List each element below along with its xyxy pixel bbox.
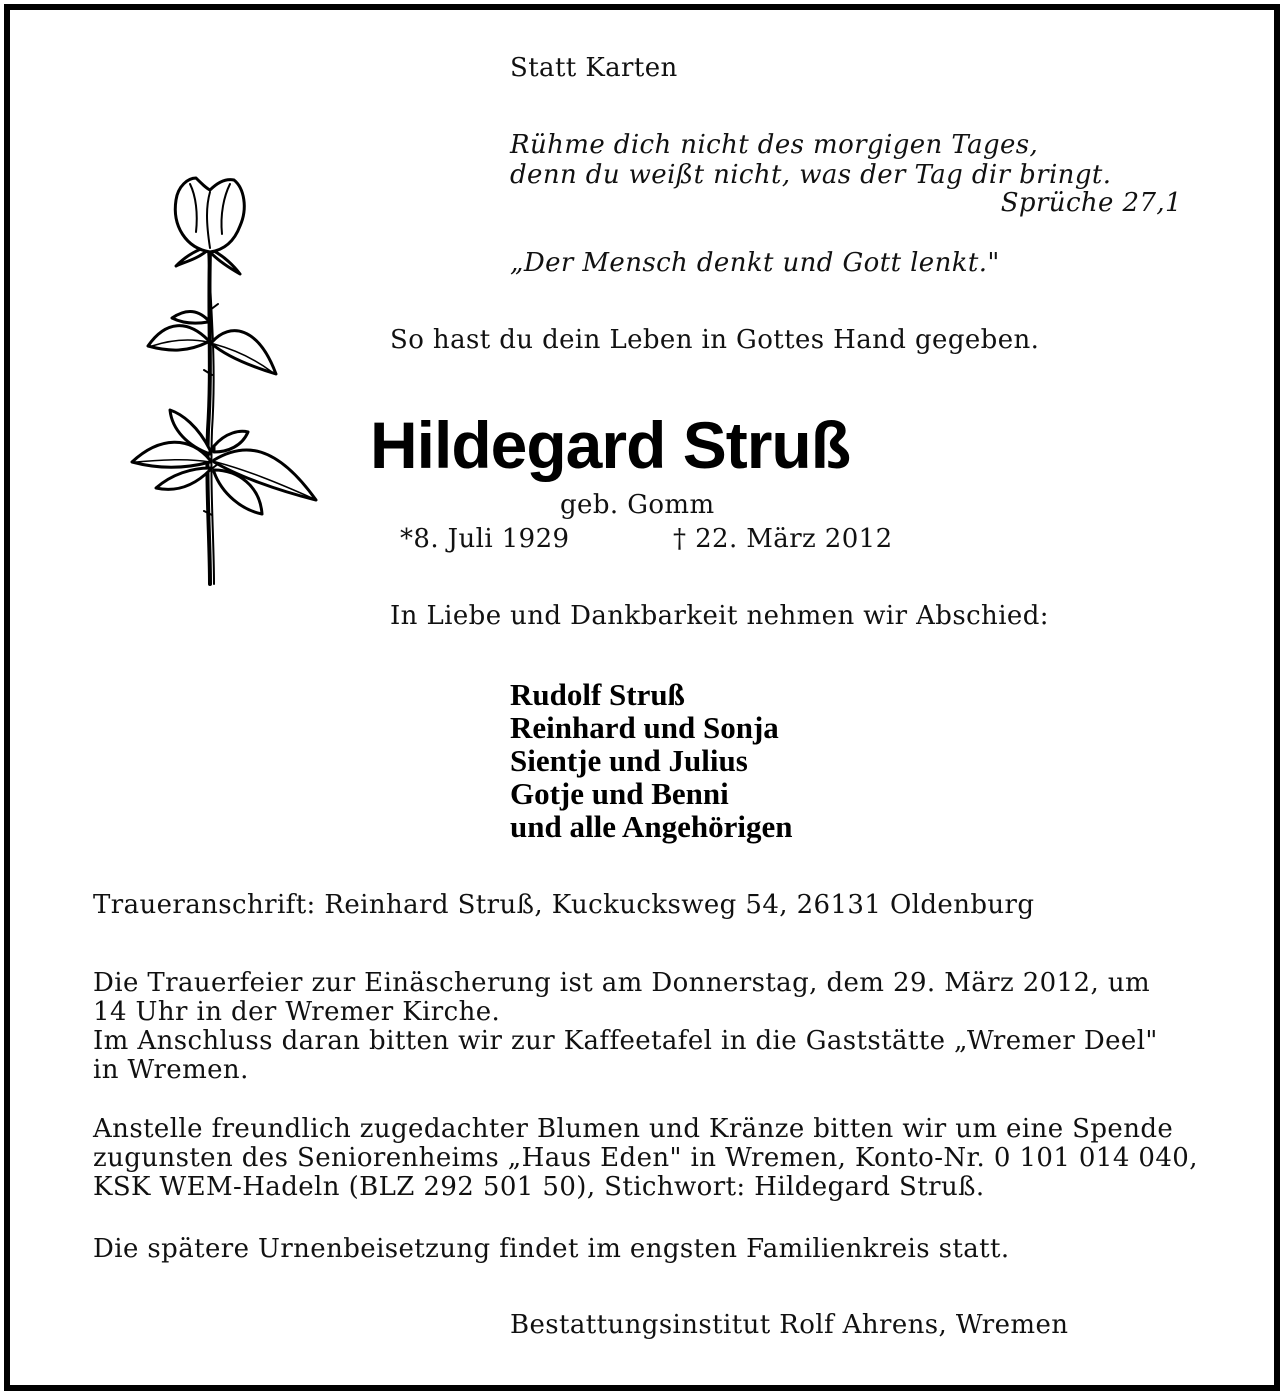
- maiden-name: geb. Gomm: [560, 490, 715, 520]
- farewell-line: In Liebe und Dankbarkeit nehmen wir Abschied:: [390, 601, 1049, 631]
- verse-line-2: denn du weißt nicht, was der Tag dir bringt.: [510, 160, 1112, 190]
- donation-line: Anstelle freundlich zugedachter Blumen und Kränze bitten wir um eine Spende: [93, 1114, 1174, 1144]
- quote: „Der Mensch denkt und Gott lenkt.": [510, 248, 1000, 278]
- burial-note: Die spätere Urnenbeisetzung findet im engsten Familienkreis statt.: [93, 1234, 1010, 1264]
- service-line: Im Anschluss daran bitten wir zur Kaffeetafel in die Gaststätte „Wremer Deel": [93, 1026, 1158, 1056]
- mourner-item: und alle Angehörigen: [510, 809, 793, 844]
- donation-paragraph: [93, 1114, 1198, 1202]
- mourner-item: Sientje und Julius: [510, 743, 748, 778]
- death-date: † 22. März 2012: [673, 524, 893, 554]
- mourner-item: Rudolf Struß: [510, 677, 685, 712]
- rose-icon: [126, 170, 326, 590]
- birth-date: *8. Juli 1929: [400, 524, 570, 554]
- verse-line-1: Rühme dich nicht des morgigen Tages,: [510, 130, 1039, 160]
- mourner-item: Reinhard und Sonja: [510, 710, 779, 745]
- service-paragraph: [93, 969, 1193, 1085]
- intro-line: So hast du dein Leben in Gottes Hand gegeben.: [390, 325, 1040, 355]
- mourner-item: Gotje und Benni: [510, 776, 729, 811]
- donation-line: KSK WEM-Hadeln (BLZ 292 501 50), Stichwort: Hildegard Struß.: [93, 1172, 985, 1202]
- verse-source: Sprüche 27,1: [1000, 188, 1182, 218]
- deceased-name: Hildegard Struß: [370, 408, 851, 482]
- mourning-address: Traueranschrift: Reinhard Struß, Kuckucksweg 54, 26131 Oldenburg: [93, 890, 1035, 920]
- service-line: in Wremen.: [93, 1055, 249, 1085]
- service-line: Die Trauerfeier zur Einäscherung ist am Donnerstag, dem 29. März 2012, um: [93, 968, 1151, 998]
- statt-karten: Statt Karten: [510, 53, 678, 83]
- donation-line: zugunsten des Seniorenheims „Haus Eden" in Wremen, Konto-Nr. 0 101 014 040,: [93, 1143, 1198, 1173]
- service-line: 14 Uhr in der Wremer Kirche.: [93, 997, 501, 1027]
- funeral-home: Bestattungsinstitut Rolf Ahrens, Wremen: [510, 1310, 1069, 1340]
- mourners-list: [510, 678, 793, 843]
